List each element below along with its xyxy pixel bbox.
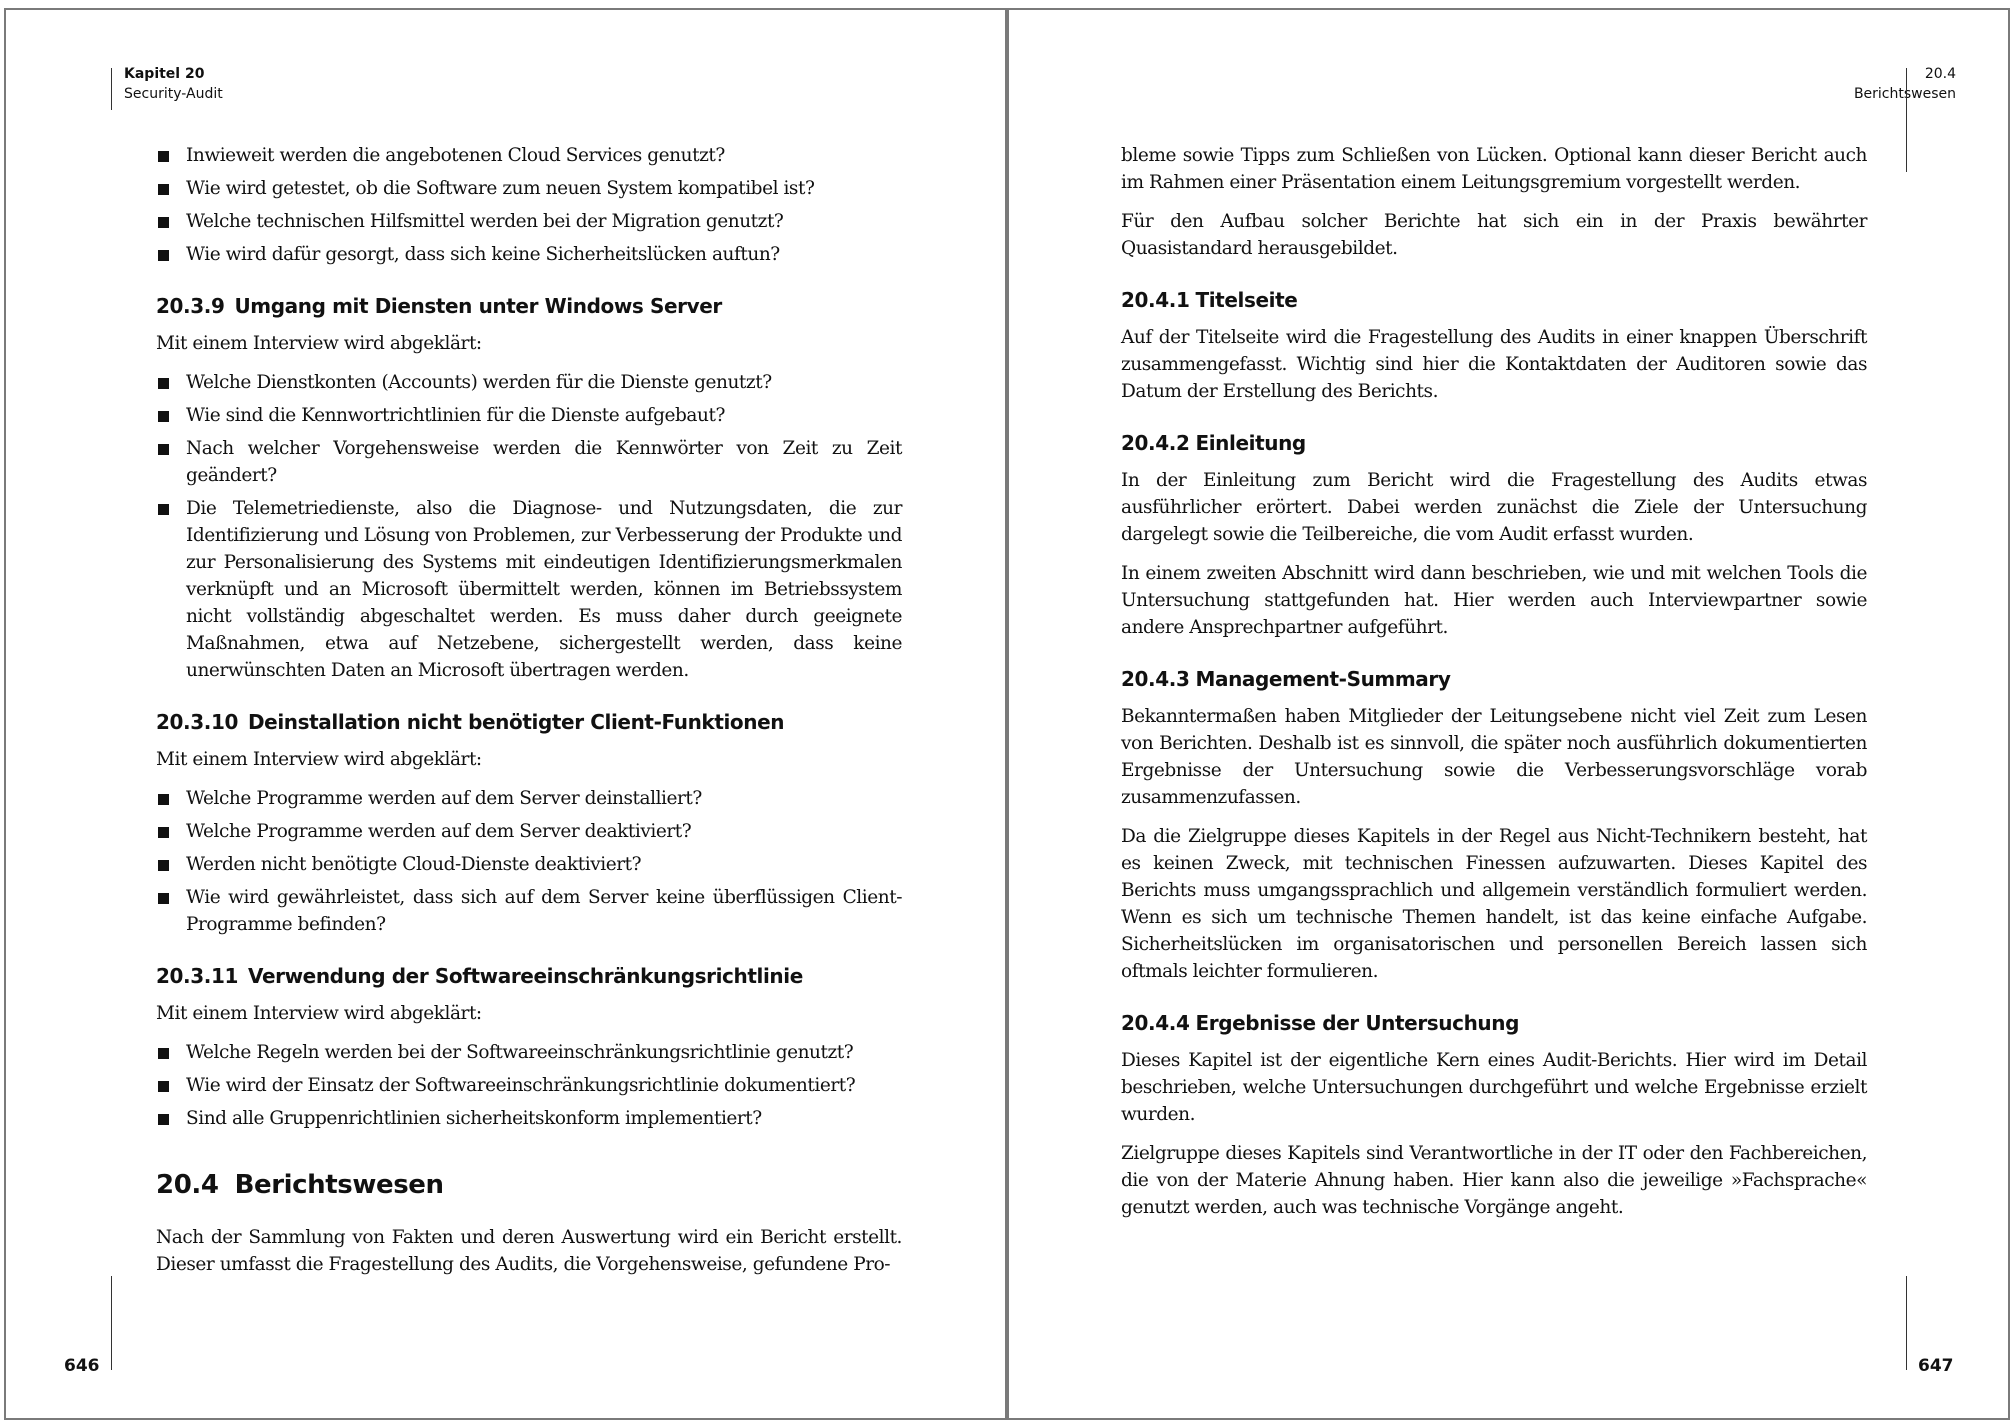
bullet-square-icon bbox=[158, 250, 169, 261]
bullet-square-icon bbox=[158, 217, 169, 228]
section-heading-20-3-10: 20.3.10 Deinstallation nicht benötigter Client-Funktionen bbox=[156, 710, 785, 734]
list-item: Inwieweit werden die angebotenen Cloud Services genutzt? bbox=[156, 142, 902, 169]
right-page bbox=[1007, 8, 2010, 1420]
bullet-square-icon bbox=[158, 504, 169, 515]
header-rule bbox=[111, 68, 112, 110]
bullet-square-icon bbox=[158, 1114, 169, 1125]
footer-rule bbox=[111, 1276, 112, 1370]
section-title: Berichtswesen bbox=[1853, 86, 1956, 102]
chapter-label: Kapitel 20 bbox=[124, 66, 205, 82]
list-item: Wie wird getestet, ob die Software zum neuen System kompatibel ist? bbox=[156, 175, 902, 202]
paragraph: Bekanntermaßen haben Mitglieder der Leitungsebene nicht viel Zeit zum Lesen von Berichten. Deshalb ist es sinnvoll, die später noch ausführlich dokumentierten Ergebnisse der Untersuchung sowie die Verbesserungsvorschläge vorab zusammenzufassen. bbox=[1121, 706, 1867, 808]
list-item: Welche Programme werden auf dem Server deinstalliert? bbox=[156, 785, 902, 812]
bullet-square-icon bbox=[158, 378, 169, 389]
list-item: Welche technischen Hilfsmittel werden bei der Migration genutzt? bbox=[156, 208, 902, 235]
section-heading-20-3-9: 20.3.9 Umgang mit Diensten unter Windows Server bbox=[156, 294, 722, 318]
bullet-square-icon bbox=[158, 794, 169, 805]
list-item: Die Telemetriedienste, also die Diagnose- und Nutzungsdaten, die zur Identifizierung und Lösung von Problemen, zur Verbesserung der Produkte und zur Personalisierung des Systems mit eindeutigen Identifizierungsmerkmalen verknüpft und an Microsoft übermittelt werden, können im Betriebssystem nicht vollständig abgeschaltet werden. Es muss daher durch geeignete Maßnahmen, etwa auf Netzebene, sichergestellt werden, dass keine unerwünschten Daten an Microsoft übertragen werden. bbox=[156, 495, 902, 684]
paragraph: Da die Zielgruppe dieses Kapitels in der Regel aus Nicht-Technikern besteht, hat es keinen Zweck, mit technischen Finessen aufzuwarten. Dieses Kapitel des Berichts muss umgangssprachlich und allgemein verständlich formuliert werden. Wenn es sich um technische Themen handelt, ist das keine einfache Aufgabe. Sicherheitslücken im organisatorischen und personellen Bereich lassen sich oftmals leichter formulieren. bbox=[1121, 826, 1867, 982]
bullet-square-icon bbox=[158, 184, 169, 195]
section-heading-20-4-4: 20.4.4 Ergebnisse der Untersuchung bbox=[1121, 1011, 1520, 1035]
list-item: Wie sind die Kennwortrichtlinien für die Dienste aufgebaut? bbox=[156, 402, 902, 429]
page-number: 647 bbox=[1918, 1356, 1954, 1376]
section-label: 20.4 bbox=[1924, 66, 1956, 82]
bullet-square-icon bbox=[158, 1081, 169, 1092]
running-header-right bbox=[1854, 64, 1956, 104]
paragraph: Zielgruppe dieses Kapitels sind Verantwortliche in der IT oder den Fachbereichen, die von der Materie Ahnung haben. Hier kann also die jeweilige »Fachsprache« genutzt werden, auch was technische Vorgänge angeht. bbox=[1121, 1143, 1867, 1218]
section-intro: Mit einem Interview wird abgeklärt: bbox=[156, 333, 482, 354]
page-number: 646 bbox=[64, 1356, 100, 1376]
list-item: Sind alle Gruppenrichtlinien sicherheitskonform implementiert? bbox=[156, 1105, 902, 1132]
left-body bbox=[156, 142, 902, 1290]
section-intro: Mit einem Interview wird abgeklärt: bbox=[156, 749, 482, 770]
section-heading-20-4: 20.4 Berichtswesen bbox=[156, 1170, 444, 1200]
list-item: Welche Programme werden auf dem Server deaktiviert? bbox=[156, 818, 902, 845]
bullet-list-20-3-10 bbox=[156, 785, 902, 938]
list-item: Welche Dienstkonten (Accounts) werden für die Dienste genutzt? bbox=[156, 369, 902, 396]
bullet-square-icon bbox=[158, 860, 169, 871]
paragraph: Dieses Kapitel ist der eigentliche Kern eines Audit-Berichts. Hier wird im Detail beschrieben, welche Untersuchungen durchgeführt und welche Ergebnisse erzielt wurden. bbox=[1121, 1050, 1867, 1125]
bullet-square-icon bbox=[158, 893, 169, 904]
section-heading-20-4-3: 20.4.3 Management-Summary bbox=[1121, 667, 1451, 691]
left-page bbox=[4, 8, 1007, 1420]
paragraph: Nach der Sammlung von Fakten und deren Auswertung wird ein Bericht erstellt. Dieser umfasst die Fragestellung des Audits, die Vorgehensweise, gefundene Pro- bbox=[156, 1227, 902, 1275]
paragraph: In der Einleitung zum Bericht wird die Fragestellung des Audits etwas ausführlicher erörtert. Dabei werden zunächst die Ziele der Untersuchung dargelegt sowie die Teilbereiche, die vom Audit erfasst wurden. bbox=[1121, 470, 1867, 545]
chapter-title: Security-Audit bbox=[124, 86, 223, 102]
section-heading-20-4-2: 20.4.2 Einleitung bbox=[1121, 431, 1306, 455]
bullet-square-icon bbox=[158, 1048, 169, 1059]
list-item: Wie wird dafür gesorgt, dass sich keine Sicherheitslücken auftun? bbox=[156, 241, 902, 268]
paragraph: Für den Aufbau solcher Berichte hat sich ein in der Praxis bewährter Quasistandard herausgebildet. bbox=[1121, 211, 1867, 259]
section-heading-20-3-11: 20.3.11 Verwendung der Softwareeinschränkungsrichtlinie bbox=[156, 964, 803, 988]
paragraph: bleme sowie Tipps zum Schließen von Lücken. Optional kann dieser Bericht auch im Rahmen einer Präsentation einem Leitungsgremium vorgestellt werden. bbox=[1121, 145, 1867, 193]
bullet-list-intro bbox=[156, 142, 902, 268]
section-intro: Mit einem Interview wird abgeklärt: bbox=[156, 1003, 482, 1024]
bullet-square-icon bbox=[158, 151, 169, 162]
right-body bbox=[1121, 142, 1867, 1233]
list-item: Wie wird der Einsatz der Softwareeinschränkungsrichtlinie dokumentiert? bbox=[156, 1072, 902, 1099]
list-item: Welche Regeln werden bei der Softwareeinschränkungsrichtlinie genutzt? bbox=[156, 1039, 902, 1066]
bullet-square-icon bbox=[158, 827, 169, 838]
bullet-list-20-3-11 bbox=[156, 1039, 902, 1132]
header-rule bbox=[1906, 68, 1907, 172]
list-item: Nach welcher Vorgehensweise werden die Kennwörter von Zeit zu Zeit geändert? bbox=[156, 435, 902, 489]
running-header-left bbox=[124, 64, 223, 104]
list-item: Wie wird gewährleistet, dass sich auf dem Server keine überflüssigen Client-Programme befinden? bbox=[156, 884, 902, 938]
bullet-square-icon bbox=[158, 444, 169, 455]
bullet-square-icon bbox=[158, 411, 169, 422]
footer-rule bbox=[1906, 1276, 1907, 1370]
section-heading-20-4-1: 20.4.1 Titelseite bbox=[1121, 288, 1298, 312]
paragraph: In einem zweiten Abschnitt wird dann beschrieben, wie und mit welchen Tools die Untersuchung stattgefunden hat. Hier werden auch Interviewpartner sowie andere Ansprechpartner aufgeführt. bbox=[1121, 563, 1867, 638]
bullet-list-20-3-9 bbox=[156, 369, 902, 684]
paragraph: Auf der Titelseite wird die Fragestellung des Audits in einer knappen Überschrift zusammengefasst. Wichtig sind hier die Kontaktdaten der Auditoren sowie das Datum der Erstellung des Berichts. bbox=[1121, 327, 1867, 402]
list-item: Werden nicht benötigte Cloud-Dienste deaktiviert? bbox=[156, 851, 902, 878]
